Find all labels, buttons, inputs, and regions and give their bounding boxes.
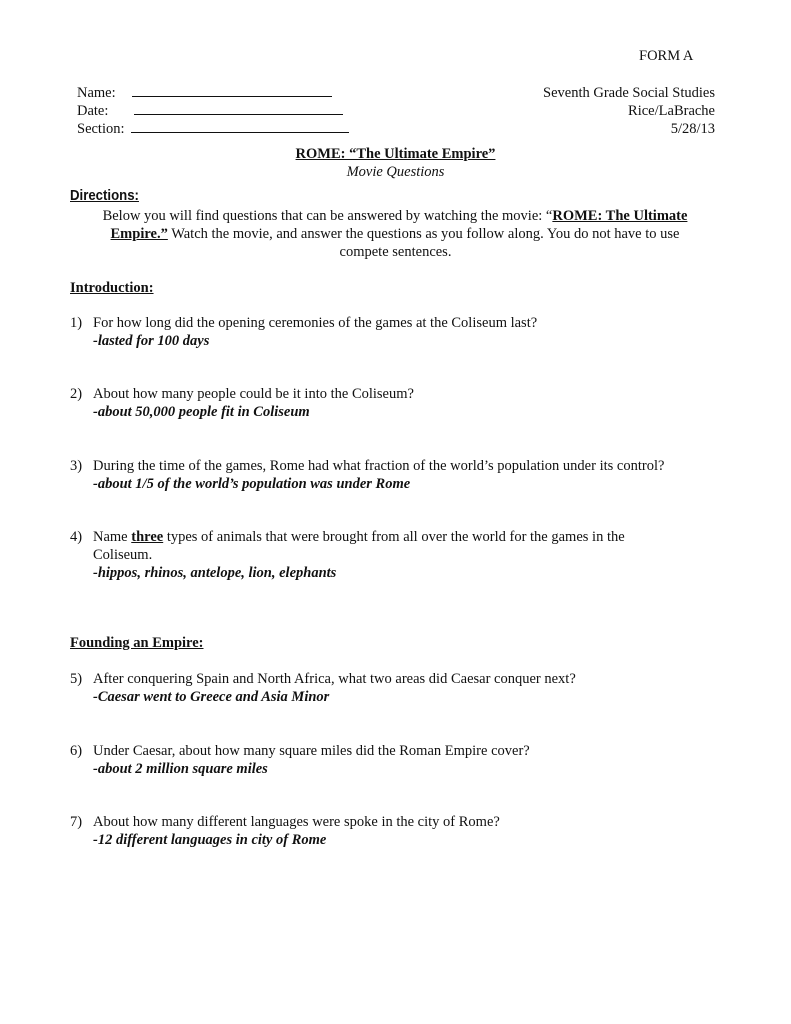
question-number: 5) bbox=[70, 671, 83, 687]
movie-title-a: ROME: The Ultimate bbox=[552, 208, 688, 224]
page-subtitle: Movie Questions bbox=[346, 164, 445, 180]
question-text: After conquering Spain and North Africa, what two areas did Caesar conquer next? bbox=[93, 671, 576, 687]
page-title: ROME: “The Ultimate Empire” bbox=[295, 146, 496, 162]
section-heading-founding: Founding an Empire: bbox=[70, 635, 204, 651]
question-number: 7) bbox=[70, 814, 83, 830]
directions-line-3: compete sentences. bbox=[339, 244, 452, 260]
movie-title-b: Empire.” bbox=[110, 226, 168, 242]
answer-text: -lasted for 100 days bbox=[93, 333, 210, 349]
header-date: 5/28/13 bbox=[670, 121, 715, 137]
question-text-line-2: Coliseum. bbox=[93, 547, 153, 563]
name-label: Name: bbox=[77, 85, 116, 101]
date-row bbox=[77, 102, 108, 120]
question-text: About how many different languages were spoke in the city of Rome? bbox=[93, 814, 500, 830]
section-row bbox=[77, 120, 125, 138]
date-blank[interactable] bbox=[134, 102, 343, 115]
question-number: 1) bbox=[70, 315, 83, 331]
date-label: Date: bbox=[77, 103, 109, 119]
answer-text: -about 50,000 people fit in Coliseum bbox=[93, 404, 310, 420]
directions-heading: Directions: bbox=[70, 187, 139, 204]
form-label: FORM A bbox=[639, 48, 694, 64]
question-number: 6) bbox=[70, 743, 83, 759]
question-number: 3) bbox=[70, 458, 83, 474]
question-number: 2) bbox=[70, 386, 83, 402]
emphasis-three: three bbox=[131, 529, 164, 545]
section-label: Section: bbox=[77, 121, 125, 137]
directions-text-1: Below you will find questions that can be answered by watching the movie: “ bbox=[102, 208, 553, 224]
course-name: Seventh Grade Social Studies bbox=[543, 85, 715, 101]
question-text: About how many people could be it into the Coliseum? bbox=[93, 386, 414, 402]
answer-text: -12 different languages in city of Rome bbox=[93, 832, 327, 848]
answer-text: -about 2 million square miles bbox=[93, 761, 268, 777]
question-text-post: types of animals that were brought from all over the world for the games in the bbox=[163, 529, 625, 545]
directions-line-1 bbox=[60, 207, 730, 225]
question-text-pre: Name bbox=[93, 529, 132, 545]
question-text bbox=[93, 528, 718, 546]
question-number: 4) bbox=[70, 529, 83, 545]
question-text: Under Caesar, about how many square miles did the Roman Empire cover? bbox=[93, 743, 530, 759]
section-blank[interactable] bbox=[131, 120, 349, 133]
directions-line-2 bbox=[60, 225, 730, 243]
section-heading-introduction: Introduction: bbox=[70, 280, 154, 296]
answer-text: -about 1/5 of the world’s population was under Rome bbox=[93, 476, 411, 492]
answer-text: -hippos, rhinos, antelope, lion, elephants bbox=[93, 565, 337, 581]
question-text: During the time of the games, Rome had what fraction of the world’s population under its control? bbox=[93, 458, 665, 474]
answer-text: -Caesar went to Greece and Asia Minor bbox=[93, 689, 330, 705]
question-text: For how long did the opening ceremonies of the games at the Coliseum last? bbox=[93, 315, 538, 331]
teacher-names: Rice/LaBrache bbox=[628, 103, 715, 119]
name-row bbox=[77, 84, 116, 102]
directions-text-2: Watch the movie, and answer the questions as you follow along. You do not have to use bbox=[167, 226, 680, 242]
name-blank[interactable] bbox=[132, 84, 332, 97]
